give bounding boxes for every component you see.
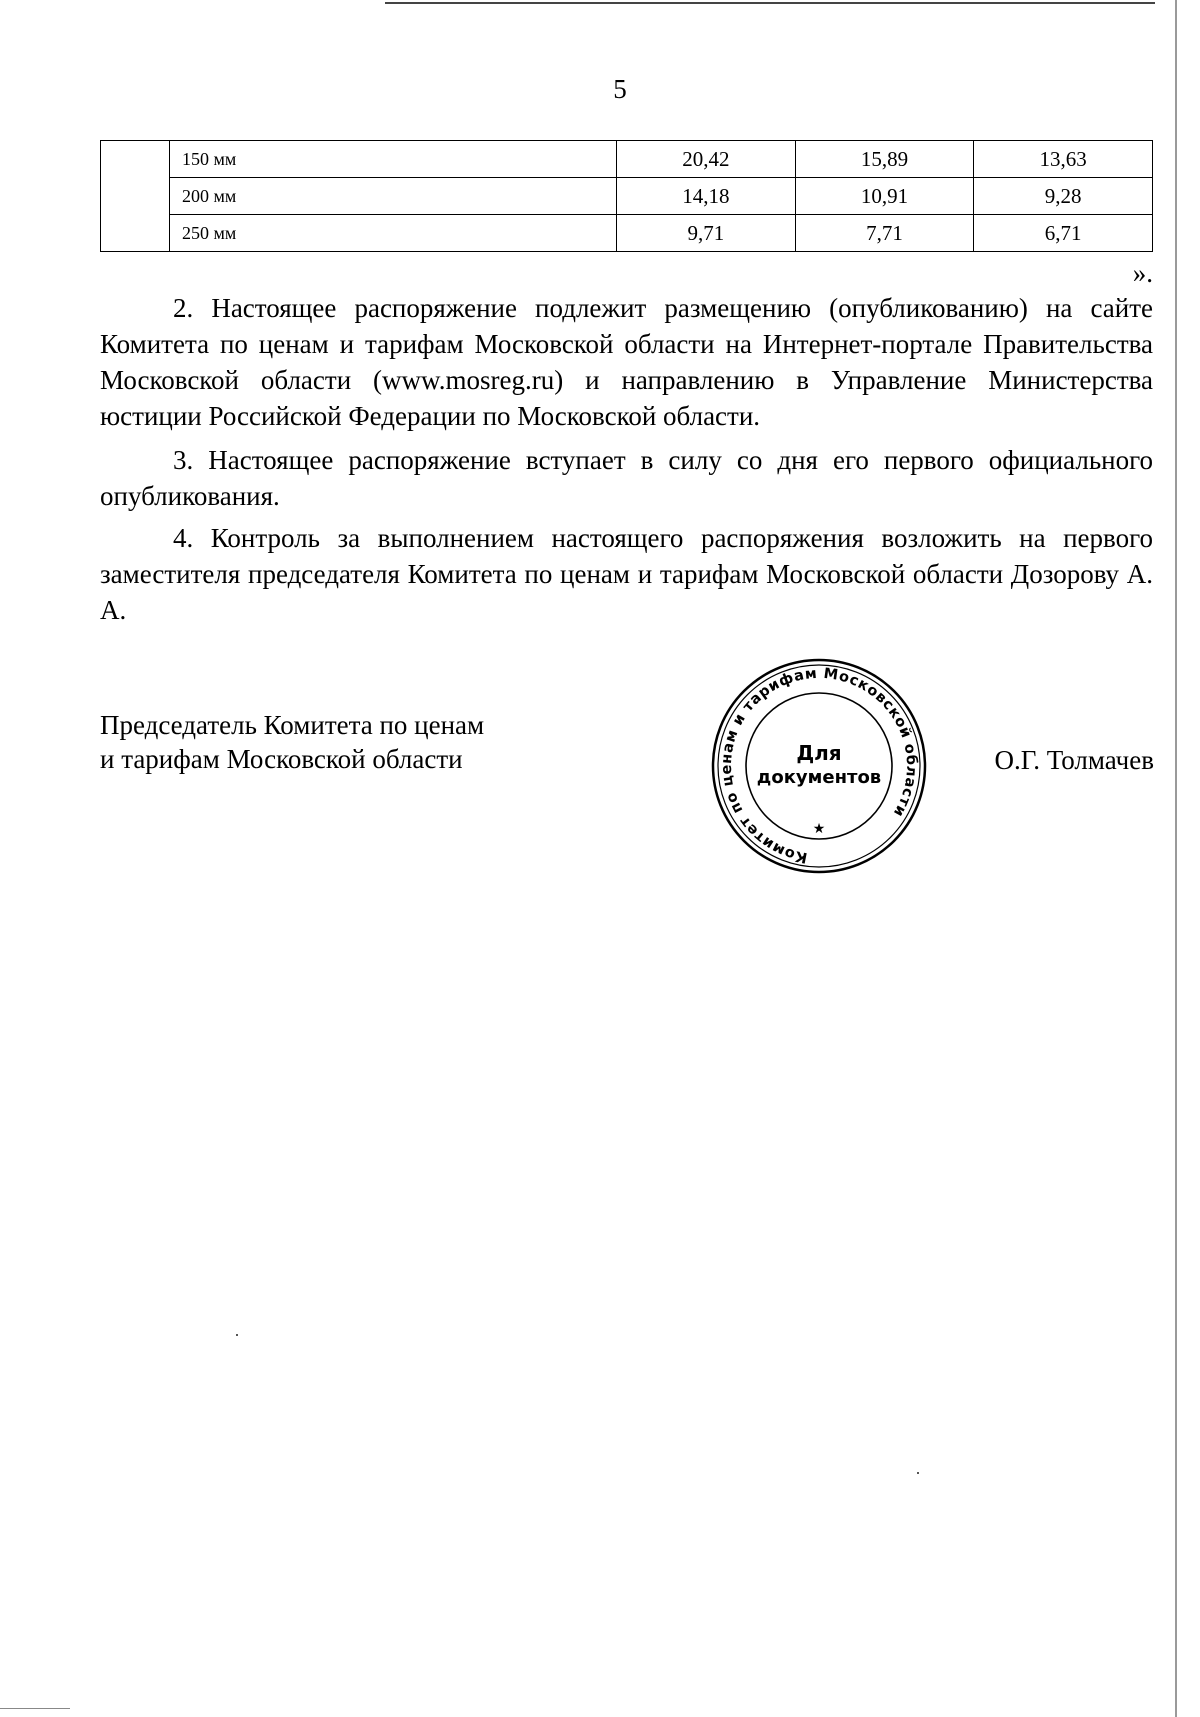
- closing-quote: ».: [1132, 258, 1153, 288]
- seal-outer-ring: [713, 660, 925, 872]
- scan-edge-right: [1175, 0, 1177, 1717]
- table-row: [101, 141, 1153, 178]
- page-number: 5: [613, 74, 627, 104]
- scan-speck: [917, 1472, 919, 1474]
- table-cell-value: 6,71: [974, 215, 1153, 252]
- table-cell-value: 9,28: [974, 178, 1153, 215]
- seal-star: ★: [812, 821, 826, 837]
- seal-ring-text: Комитет по ценам и тарифам Московской области: [718, 665, 920, 866]
- scan-speck: [236, 1334, 238, 1336]
- seal-graphic: [708, 655, 930, 877]
- paragraph-effective-date: 3. Настоящее распоряжение вступает в силу со дня его первого официального опубликования.: [100, 445, 1153, 511]
- seal-inner-ring: [746, 693, 892, 839]
- table-cell-value: 13,63: [974, 141, 1153, 178]
- table-cell-diameter: 200 мм: [170, 178, 617, 215]
- signer-title-line2: и тарифам Московской области: [100, 744, 463, 774]
- signer-title-line1: Председатель Комитета по ценам: [100, 710, 485, 740]
- signer-name: О.Г. Толмачев: [994, 745, 1154, 775]
- seal-center-line2: документов: [756, 767, 882, 788]
- table-cell-diameter: 150 мм: [170, 141, 617, 178]
- paragraph-publication: 2. Настоящее распоряжение подлежит размещению (опубликованию) на сайте Комитета по ценам и тарифам Московской области на Интернет-портале Правительства Московской области (www.mosreg.ru) и направлению в Управление Министерства юстиции Российской Федерации по Московской области.: [100, 293, 1153, 431]
- table-cell-value: 15,89: [795, 141, 974, 178]
- signer-title: [100, 708, 484, 776]
- scan-edge-top: [385, 2, 1155, 4]
- table-cell-value: 10,91: [795, 178, 974, 215]
- table-row: [101, 215, 1153, 252]
- seal-center-line1: Для: [796, 741, 842, 765]
- table-cell-value: 20,42: [617, 141, 796, 178]
- tariff-table: [100, 140, 1153, 252]
- table-cell-value: 14,18: [617, 178, 796, 215]
- table-blank-cell: [101, 141, 170, 252]
- table-cell-value: 7,71: [795, 215, 974, 252]
- scan-edge-bottom: [0, 1708, 70, 1709]
- paragraph-control: 4. Контроль за выполнением настоящего распоряжения возложить на первого заместителя председателя Комитета по ценам и тарифам Московской области Дозорову А. А.: [100, 523, 1153, 625]
- official-seal: [708, 655, 930, 877]
- table-row: [101, 178, 1153, 215]
- table-cell-diameter: 250 мм: [170, 215, 617, 252]
- table-cell-value: 9,71: [617, 215, 796, 252]
